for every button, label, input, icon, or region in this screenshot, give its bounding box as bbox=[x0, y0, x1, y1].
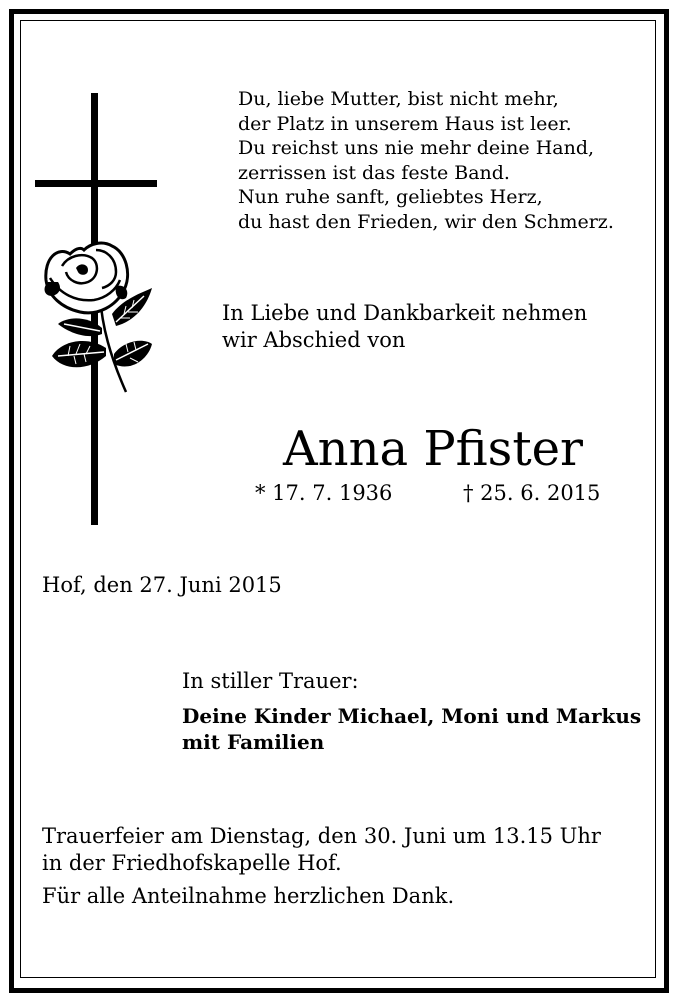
mourners bbox=[182, 703, 641, 755]
birth-date: * 17. 7. 1936 bbox=[255, 481, 393, 505]
poem-line: der Platz in unserem Haus ist leer. bbox=[238, 112, 572, 135]
service-line: Trauerfeier am Dienstag, den 30. Juni um 13.15 Uhr bbox=[42, 824, 601, 848]
service-line: in der Friedhofskapelle Hof. bbox=[42, 851, 342, 875]
farewell-intro bbox=[222, 300, 587, 354]
mourning-heading: In stiller Trauer: bbox=[182, 669, 359, 693]
funeral-service-info bbox=[42, 823, 601, 877]
mourners-line: mit Familien bbox=[182, 730, 325, 754]
thanks-note: Für alle Anteilnahme herzlichen Dank. bbox=[42, 884, 455, 908]
deceased-name: Anna Pfister bbox=[283, 421, 583, 477]
intro-line: wir Abschied von bbox=[222, 328, 406, 352]
poem bbox=[238, 87, 614, 234]
death-date: † 25. 6. 2015 bbox=[463, 481, 601, 505]
poem-line: Du, liebe Mutter, bist nicht mehr, bbox=[238, 88, 559, 110]
rose-icon bbox=[40, 236, 156, 396]
poem-line: Du reichst uns nie mehr deine Hand, bbox=[238, 137, 595, 159]
poem-line: du hast den Frieden, wir den Schmerz. bbox=[238, 210, 614, 233]
cross-horizontal-bar bbox=[35, 180, 157, 187]
place-and-date: Hof, den 27. Juni 2015 bbox=[42, 573, 282, 597]
intro-line: In Liebe und Dankbarkeit nehmen bbox=[222, 301, 588, 325]
poem-line: Nun ruhe sanft, geliebtes Herz, bbox=[238, 186, 543, 208]
poem-line: zerrissen ist das feste Band. bbox=[238, 161, 510, 184]
mourners-line: Deine Kinder Michael, Moni und Markus bbox=[182, 704, 642, 728]
